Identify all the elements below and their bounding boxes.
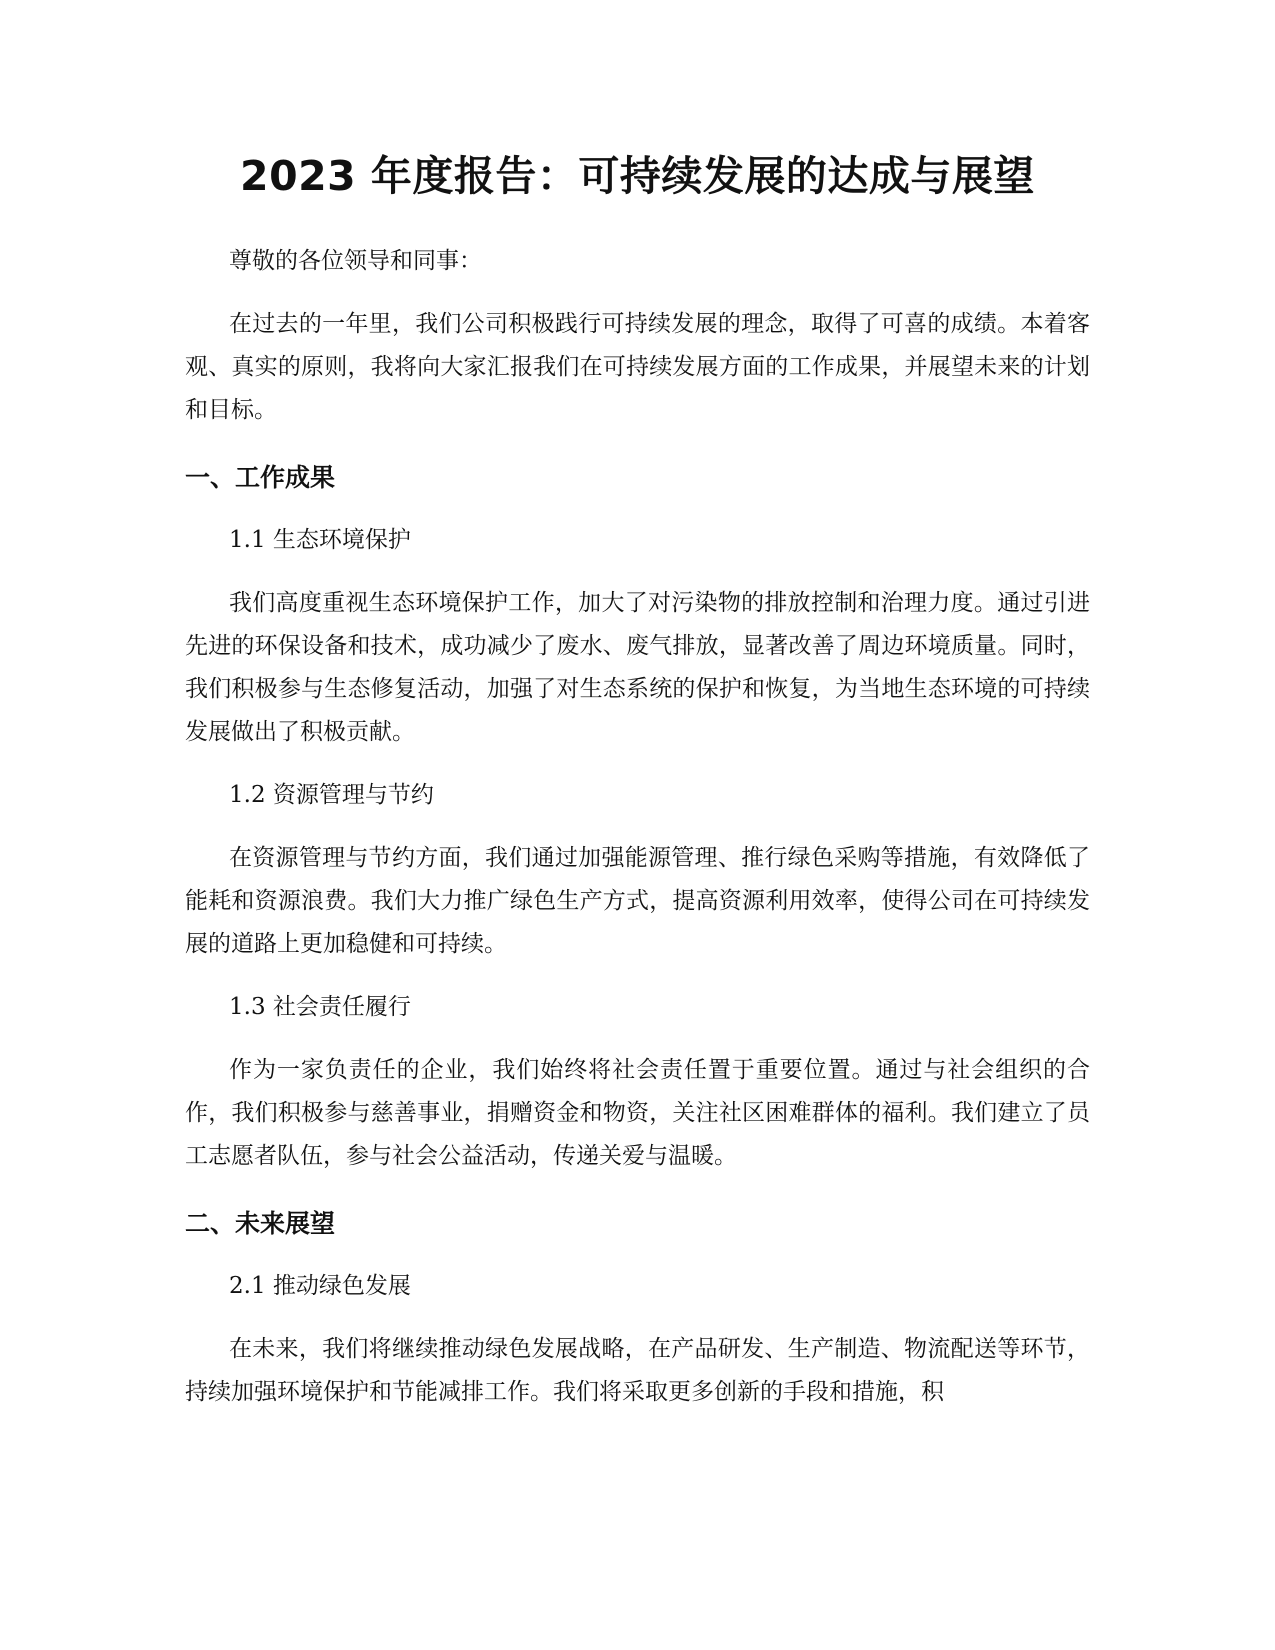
subsection-body-ecology: 我们高度重视生态环境保护工作，加大了对污染物的排放控制和治理力度。通过引进先进的环保设备和技术，成功减少了废水、废气排放，显著改善了周边环境质量。同时，我们积极参与生态修复活动，加强了对生态系统的保护和恢复，为当地生态环境的可持续发展做出了积极贡献。 (185, 590, 1090, 745)
document-body (185, 148, 1090, 1414)
section-heading-outlook: 二、未来展望 (185, 1209, 336, 1238)
section-heading-work-results: 一、工作成果 (185, 463, 336, 492)
subsection-title-resources: 1.2 资源管理与节约 (229, 782, 434, 808)
subsection-title-social-responsibility: 1.3 社会责任履行 (229, 994, 411, 1020)
document-title: 2023 年度报告：可持续发展的达成与展望 (240, 152, 1035, 200)
intro-paragraph: 在过去的一年里，我们公司积极践行可持续发展的理念，取得了可喜的成绩。本着客观、真实的原则，我将向大家汇报我们在可持续发展方面的工作成果，并展望未来的计划和目标。 (185, 311, 1090, 423)
subsection-body-social-responsibility: 作为一家负责任的企业，我们始终将社会责任置于重要位置。通过与社会组织的合作，我们积极参与慈善事业，捐赠资金和物资，关注社区困难群体的福利。我们建立了员工志愿者队伍，参与社会公益活动，传递关爱与温暖。 (185, 1057, 1090, 1169)
subsection-body-green-development: 在未来，我们将继续推动绿色发展战略，在产品研发、生产制造、物流配送等环节，持续加强环境保护和节能减排工作。我们将采取更多创新的手段和措施，积 (185, 1336, 1090, 1405)
subsection-body-resources: 在资源管理与节约方面，我们通过加强能源管理、推行绿色采购等措施，有效降低了能耗和资源浪费。我们大力推广绿色生产方式，提高资源利用效率，使得公司在可持续发展的道路上更加稳健和可持续。 (185, 845, 1090, 957)
greeting-paragraph: 尊敬的各位领导和同事： (229, 248, 482, 274)
subsection-title-green-development: 2.1 推动绿色发展 (229, 1273, 411, 1299)
subsection-title-ecology: 1.1 生态环境保护 (229, 527, 411, 553)
